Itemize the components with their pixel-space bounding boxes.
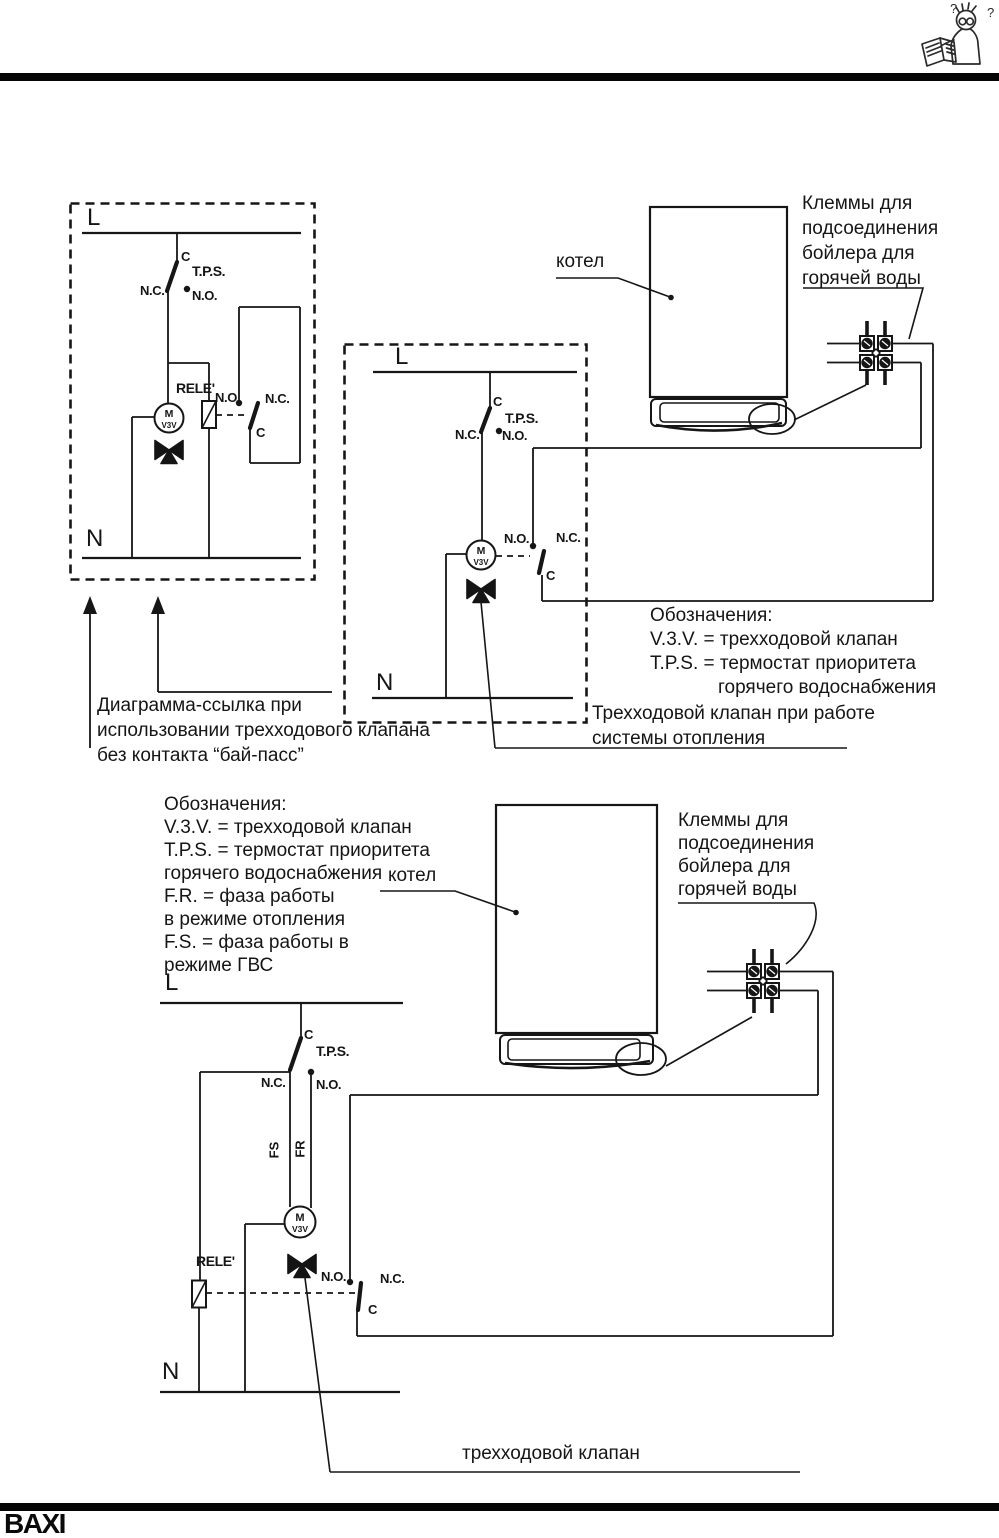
legend-title: Обозначения: — [164, 794, 287, 815]
leader-arrow-dot — [513, 910, 519, 916]
svg-text:M: M — [295, 1212, 305, 1224]
legend-title: Обозначения: — [650, 605, 773, 626]
contact-label-C: C — [181, 249, 190, 264]
ellipse-to-terminals-leader — [666, 1017, 752, 1066]
phase-label-FR: FR — [292, 1140, 308, 1158]
rail-label-N: N — [86, 525, 104, 552]
three-way-valve-label: трехходовой клапан — [462, 1443, 640, 1464]
arrow-head — [83, 596, 97, 614]
terminals-label-leader — [678, 903, 816, 964]
svg-text:V3V: V3V — [473, 558, 489, 567]
terminals-label-line: бойлера для — [802, 243, 915, 264]
no-contact-dot — [184, 286, 190, 292]
contact-label-NC: N.C. — [455, 427, 480, 442]
connection-callout-ellipse — [616, 1043, 666, 1075]
contact-label-C: C — [368, 1302, 377, 1317]
boiler-label-leader — [380, 891, 515, 912]
wire-motor-to-N — [446, 554, 467, 698]
bypass-caption-line: использовании трехходового клапана — [97, 720, 430, 741]
rail-label-L: L — [395, 343, 409, 370]
arrow-shaft — [158, 612, 332, 692]
three-way-valve-icon — [467, 580, 495, 603]
svg-text:V3V: V3V — [161, 421, 177, 430]
boiler-label-leader — [556, 278, 670, 297]
contact-label-C: C — [256, 425, 265, 440]
legend-line: V.3.V. = трехходовой клапан — [650, 629, 898, 650]
contact-label-NO: N.O. — [502, 428, 528, 443]
terminals-label-line: подсоединения — [678, 833, 815, 854]
legend-line: T.P.S. = термостат приоритета — [650, 653, 916, 674]
dhw-terminal-block-icon — [747, 949, 779, 1013]
terminal-right-stubs — [779, 972, 833, 991]
terminals-label-leader — [803, 288, 923, 339]
arrow-head — [151, 596, 165, 614]
terminals-label-line: горячей воды — [802, 268, 921, 289]
boiler-label: котел — [556, 251, 605, 272]
rail-label-L: L — [165, 969, 179, 996]
legend-line: режиме ГВС — [164, 955, 274, 976]
question-mark-left: ? — [950, 1, 958, 16]
relay-label: RELE' — [176, 380, 215, 396]
legend-line: F.R. = фаза работы — [164, 886, 335, 907]
legend-line: в режиме отопления — [164, 909, 346, 930]
motor-icon — [467, 541, 496, 570]
tps-label: T.P.S. — [192, 263, 226, 279]
terminals-label-line: бойлера для — [678, 856, 791, 877]
wire-no-to-terminals — [533, 363, 921, 547]
boiler-top — [556, 207, 933, 434]
boiler-body — [496, 805, 657, 1033]
contact-label-NO: N.O. — [321, 1269, 347, 1284]
svg-text:V3V: V3V — [291, 1224, 309, 1234]
contact-label-NO: N.O. — [504, 531, 530, 546]
baxi-logo: BAXI — [4, 1508, 65, 1538]
boiler-body — [650, 207, 787, 397]
wire-motor-to-N — [245, 1224, 285, 1392]
legend-line: T.P.S. = термостат приоритета — [164, 840, 430, 861]
contact-label-NO: N.O. — [192, 288, 218, 303]
contact-label-C: C — [546, 568, 555, 583]
boiler-label: котел — [388, 865, 437, 886]
legend-line: V.3.V. = трехходовой клапан — [164, 817, 412, 838]
legend-line: F.S. = фаза работы в — [164, 932, 349, 953]
contact-label-NO: N.O. — [215, 390, 241, 405]
tps-switch-blade — [167, 262, 177, 291]
rail-label-N: N — [376, 669, 394, 696]
dashed-frame — [345, 345, 587, 723]
contact-label-NC: N.C. — [556, 530, 581, 545]
svg-text:M: M — [164, 408, 174, 420]
contact-label-C: C — [493, 394, 502, 409]
bypass-jumper-loop — [239, 307, 300, 463]
rail-label-L: L — [87, 204, 101, 231]
contact-label-C: C — [304, 1027, 313, 1042]
wire-c-to-terminals — [542, 344, 933, 602]
motor-icon — [155, 404, 184, 433]
bypass-caption-line: без контакта “бай-пасс” — [97, 745, 304, 766]
three-way-valve-icon — [155, 441, 183, 464]
terminals-label-line: подсоединения — [802, 218, 939, 239]
tps-label: T.P.S. — [316, 1043, 350, 1059]
motor-icon — [285, 1207, 316, 1238]
wire-motor-to-N — [132, 417, 155, 558]
relay-icon — [202, 401, 216, 428]
connection-callout-ellipse — [749, 404, 795, 434]
contact-label-NC: N.C. — [261, 1075, 286, 1090]
terminals-label-line: Клеммы для — [678, 810, 789, 831]
contact-label-NO: N.O. — [316, 1077, 342, 1092]
tps-switch-blade — [290, 1038, 301, 1070]
phase-label-FS: FS — [266, 1141, 282, 1159]
diagram-full-scheme — [160, 969, 833, 1473]
terminals-label-line: Клеммы для — [802, 193, 913, 214]
ellipse-to-terminals-leader — [794, 385, 866, 420]
tps-label: T.P.S. — [505, 410, 539, 426]
relay-icon — [192, 1281, 206, 1308]
legend-line: горячего водоснабжения — [718, 677, 937, 698]
terminals-label-line: горячей воды — [678, 879, 797, 900]
three-way-valve-icon — [288, 1255, 316, 1278]
leader-arrow-dot — [668, 295, 674, 301]
relay-label: RELE' — [196, 1253, 235, 1269]
contact-label-NC: N.C. — [140, 283, 165, 298]
bypass-caption-line: Диаграмма-ссылка при — [97, 695, 302, 716]
wire-c-to-terminals — [357, 972, 833, 1337]
tps-switch-blade — [481, 408, 490, 432]
heating-caption-line: Трехходовой клапан при работе — [592, 703, 875, 724]
aux-switch-blade — [539, 551, 544, 573]
dhw-terminal-block-icon — [860, 321, 892, 385]
svg-text:M: M — [476, 545, 486, 557]
terminal-left-stubs — [707, 972, 747, 991]
rail-label-N: N — [162, 1358, 180, 1385]
terminal-right-stubs — [892, 344, 933, 363]
heating-caption-line: системы отопления — [592, 728, 766, 749]
diagram-no-bypass — [71, 204, 333, 749]
legend-line: горячего водоснабжения — [164, 863, 383, 884]
contact-label-NC: N.C. — [380, 1271, 405, 1286]
aux-switch-blade — [358, 1283, 361, 1310]
contact-label-NC: N.C. — [265, 391, 290, 406]
question-mark-right: ? — [987, 5, 995, 20]
terminal-left-stubs — [827, 344, 860, 363]
